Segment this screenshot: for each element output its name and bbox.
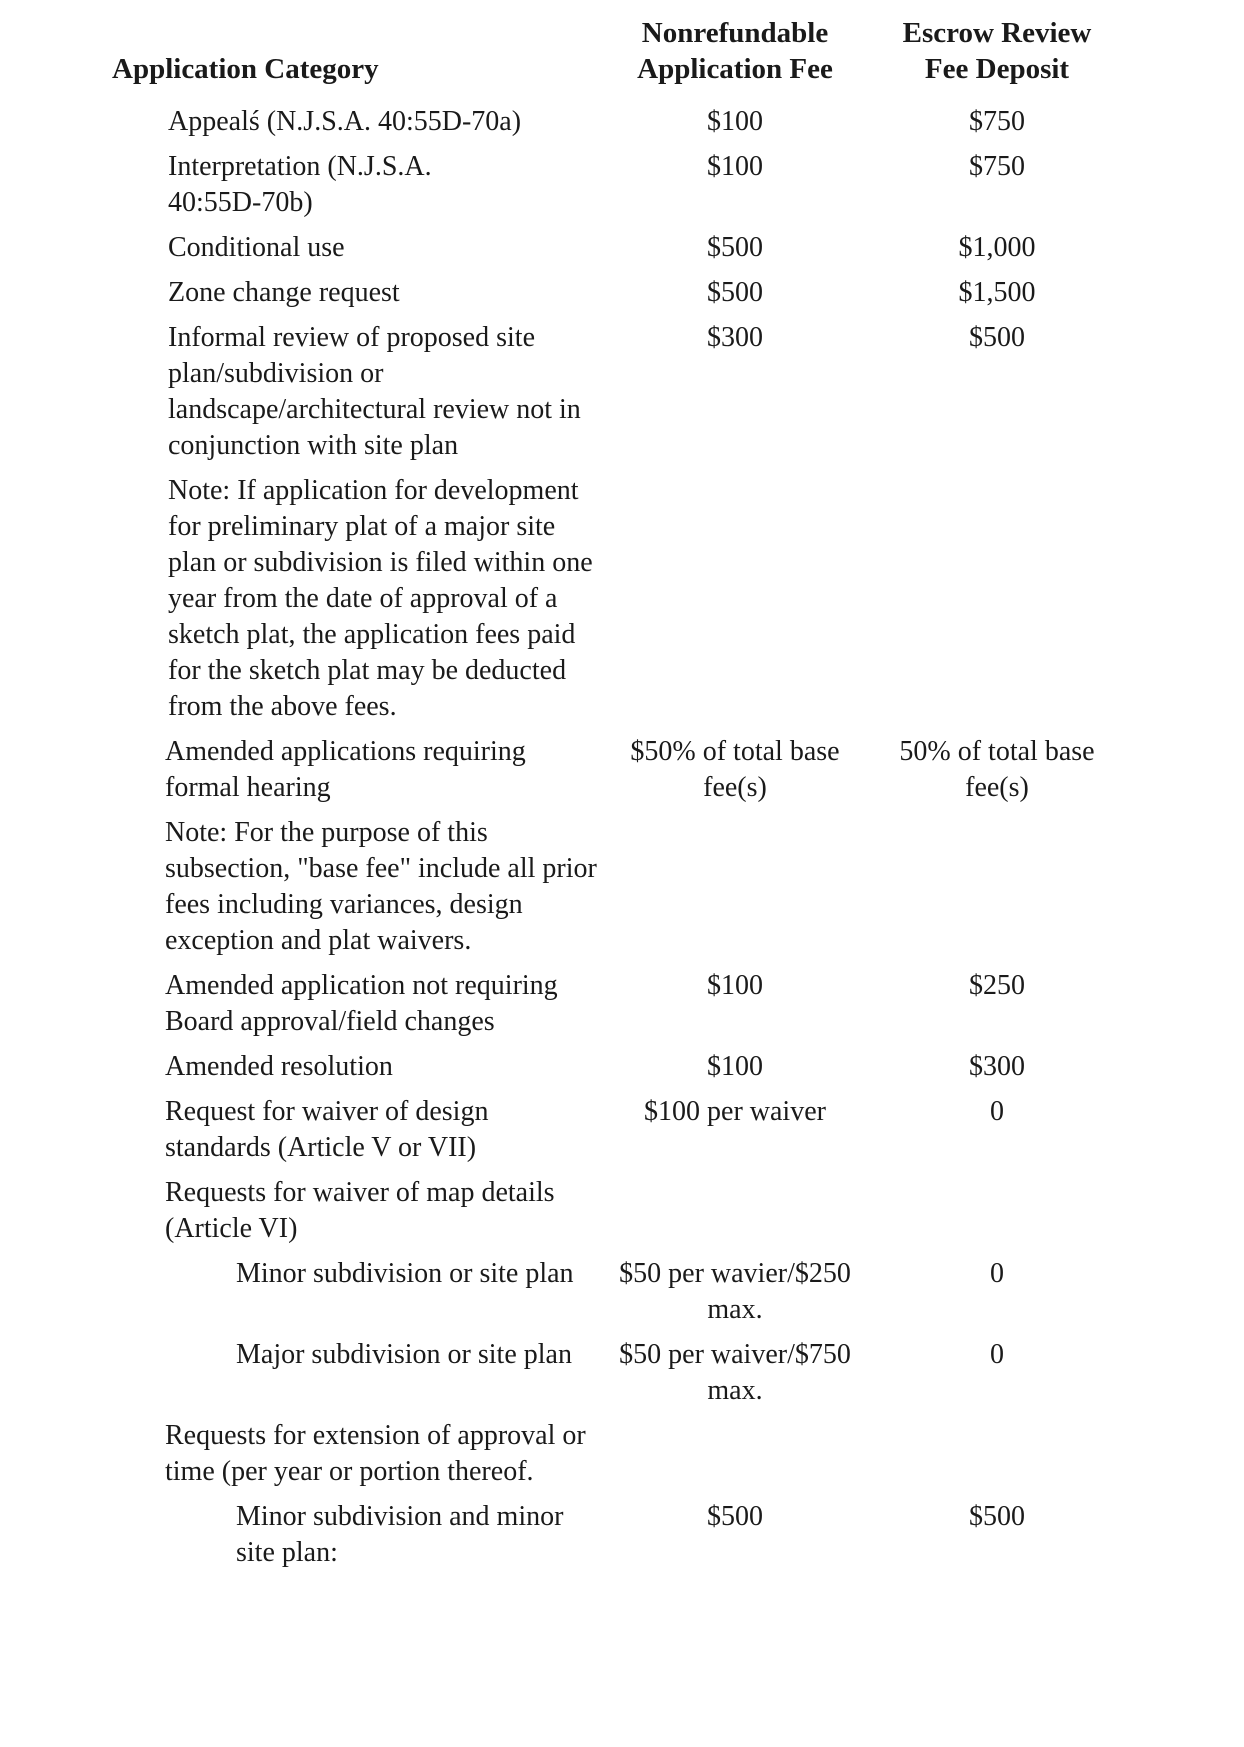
row-application-fee: $300 (707, 322, 763, 353)
row-category: Appealś (N.J.S.A. 40:55D-70a) (168, 106, 522, 137)
row-escrow-deposit: $750 (969, 151, 1025, 182)
row-application-fee: $50 per wavier/$250 max. (619, 1258, 851, 1325)
row-escrow-deposit: 0 (990, 1096, 1004, 1127)
row-application-fee: $50% of total base fee(s) (630, 736, 840, 803)
table-row-waiver-major-subdivision (0, 1337, 1244, 1409)
row-escrow-deposit: $750 (969, 106, 1025, 137)
row-category: Informal review of proposed site plan/subdivision or landscape/architectural review not in conjunction with site plan (168, 322, 581, 461)
row-application-fee: $100 (707, 151, 763, 182)
table-row-amended-application-field-changes (0, 968, 1244, 1040)
header-application-fee-line1: Nonrefundable (641, 17, 829, 49)
row-escrow-deposit: 50% of total base fee(s) (899, 736, 1095, 803)
row-category: Amended application not requiring Board approval/field changes (165, 970, 558, 1037)
row-escrow-deposit: 0 (990, 1258, 1004, 1289)
table-row-amended-applications-hearing (0, 734, 1244, 806)
row-note: Note: If application for development for preliminary plat of a major site plan or subdivision is filed within one year from the date of approval of a sketch plat, the application fees paid for the sketch plat may be deducted from the above fees. (168, 475, 593, 722)
table-row-conditional-use (0, 230, 1244, 266)
row-escrow-deposit: $300 (969, 1051, 1025, 1082)
row-escrow-deposit: 0 (990, 1339, 1004, 1370)
table-row-waiver-map-details (0, 1175, 1244, 1247)
row-escrow-deposit: $1,500 (958, 277, 1036, 308)
row-application-fee: $500 (707, 1501, 763, 1532)
row-category: Requests for extension of approval or time (per year or portion thereof. (165, 1420, 586, 1487)
table-row-amended-resolution (0, 1049, 1244, 1085)
header-escrow-deposit (872, 15, 1122, 87)
row-escrow-deposit: $1,000 (958, 232, 1036, 263)
row-category: Interpretation (N.J.S.A. 40:55D-70b) (168, 151, 432, 218)
table-row-appeals (0, 104, 1244, 140)
row-escrow-deposit: $500 (969, 322, 1025, 353)
table-row-extension-requests (0, 1418, 1244, 1490)
row-category: Minor subdivision and minor site plan: (236, 1501, 564, 1568)
row-category: Conditional use (168, 232, 345, 263)
row-escrow-deposit: $250 (969, 970, 1025, 1001)
row-category: Amended applications requiring formal hearing (165, 736, 526, 803)
row-application-fee: $50 per waiver/$750 max. (619, 1339, 851, 1406)
table-row-zone-change (0, 275, 1244, 311)
row-category: Amended resolution (165, 1051, 393, 1082)
table-row-sketch-plat-note (0, 473, 1244, 725)
header-application-category: Application Category (112, 53, 379, 85)
header-application-fee (610, 15, 860, 87)
header-application-fee-line2: Application Fee (637, 53, 833, 85)
row-application-fee: $500 (707, 277, 763, 308)
row-category: Requests for waiver of map details (Article VI) (165, 1177, 555, 1244)
row-category: Minor subdivision or site plan (236, 1258, 574, 1289)
row-category: Major subdivision or site plan (236, 1339, 572, 1370)
row-application-fee: $100 (707, 970, 763, 1001)
table-row-base-fee-note (0, 815, 1244, 959)
table-row-waiver-minor-subdivision (0, 1256, 1244, 1328)
row-note: Note: For the purpose of this subsection, "base fee" include all prior fees including variances, design exception and plat waivers. (165, 817, 597, 956)
row-category: Zone change request (168, 277, 400, 308)
table-row-informal-review (0, 320, 1244, 464)
fee-table (0, 104, 1244, 1580)
row-escrow-deposit: $500 (969, 1501, 1025, 1532)
row-category: Request for waiver of design standards (Article V or VII) (165, 1096, 489, 1163)
row-application-fee: $100 (707, 1051, 763, 1082)
header-escrow-deposit-line2: Fee Deposit (924, 53, 1070, 85)
table-row-interpretation (0, 149, 1244, 221)
row-application-fee: $100 per waiver (644, 1096, 826, 1127)
header-escrow-deposit-line1: Escrow Review (902, 17, 1092, 49)
table-row-waiver-design-standards (0, 1094, 1244, 1166)
row-application-fee: $500 (707, 232, 763, 263)
table-row-extension-minor-subdivision (0, 1499, 1244, 1571)
row-application-fee: $100 (707, 106, 763, 137)
